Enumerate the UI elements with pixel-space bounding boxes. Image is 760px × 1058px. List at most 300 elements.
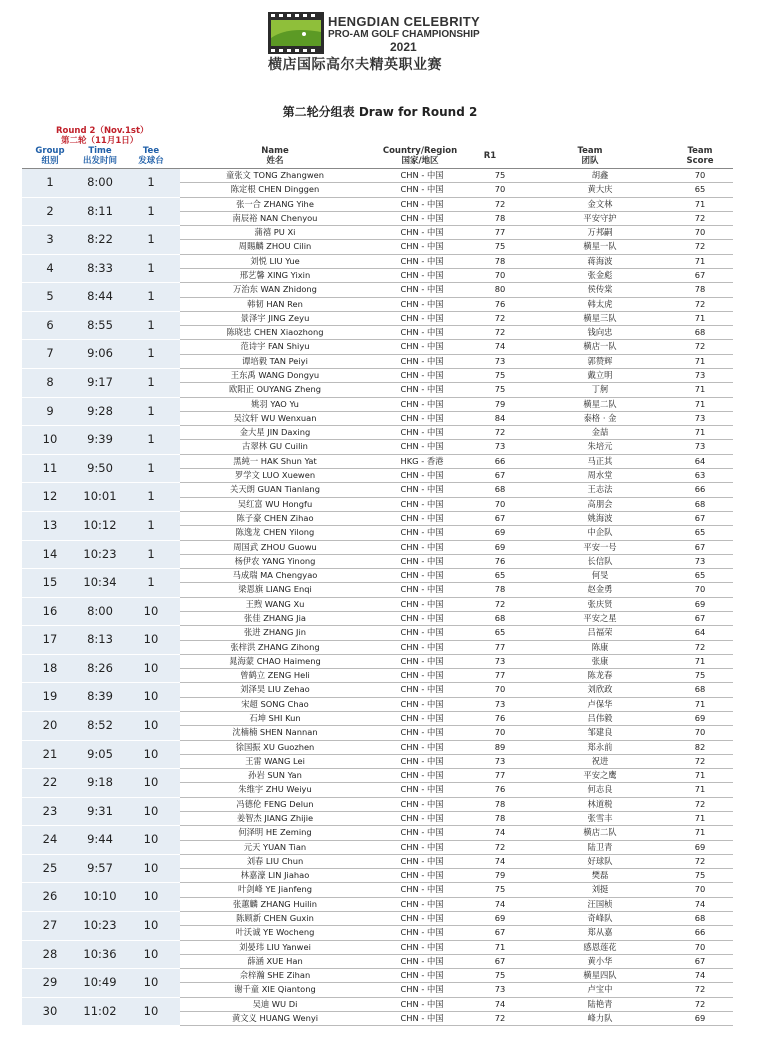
player-team: 平安之鹰 [583,770,617,781]
group-row [22,198,733,227]
group-row [22,598,733,627]
player-r1-score: 67 [494,470,506,481]
player-row [180,969,733,983]
player-name: 张一合 ZHANG Yihe [236,198,314,209]
group-number: 6 [46,317,54,332]
group-number: 27 [42,918,58,933]
tee-number: 10 [143,1003,159,1018]
player-r1-score: 72 [494,427,506,438]
tee-number: 1 [147,517,155,532]
tee-time: 9:28 [87,403,113,418]
tee-number: 10 [143,746,159,761]
player-country: CHN - 中国 [400,641,444,652]
tee-number: 1 [147,346,155,361]
team-score: 64 [694,455,706,466]
player-r1-score: 78 [494,212,506,223]
player-team: 高朋会 [587,498,613,509]
player-row [180,255,733,269]
player-team: 张康 [591,655,609,666]
tee-number: 10 [143,660,159,675]
tee-time: 10:36 [83,946,117,961]
player-country: CHN - 中国 [400,241,444,252]
group-row [22,398,733,427]
player-name: 陈逸龙 CHEN Yilong [235,527,315,538]
player-name: 黑純一 HAK Shun Yat [233,455,317,466]
player-name: 姜智杰 JIANG Zhijie [236,813,314,823]
team-score: 73 [694,370,706,381]
player-country: CHN - 中国 [400,898,444,909]
player-country: CHN - 中国 [400,370,444,381]
tee-number: 10 [143,689,159,704]
player-r1-score: 73 [494,698,506,709]
player-row [180,741,733,755]
group-info-cell [22,398,180,427]
tee-number: 10 [143,946,159,961]
player-team: 万邦嗣 [587,227,613,238]
player-r1-score: 73 [494,984,506,995]
team-score: 67 [694,512,706,523]
group-number: 16 [42,603,58,618]
group-row [22,855,733,884]
team-score: 73 [694,441,706,452]
tee-time: 9:06 [87,346,113,361]
player-team: 陆卫青 [587,841,613,852]
player-row [180,455,733,469]
tee-number: 1 [147,203,155,218]
group-row [22,541,733,570]
tee-time: 9:39 [87,432,113,447]
group-info-cell [22,312,180,341]
group-info-cell [22,998,180,1027]
player-name: 林嘉濠 LIN Jiahao [240,870,310,881]
team-score: 72 [694,798,706,809]
player-row [180,612,733,626]
team-score: 73 [694,555,706,566]
player-team: 刘挺 [591,884,609,895]
player-row [180,283,733,297]
player-r1-score: 72 [494,312,506,323]
player-name: 景泽宇 JING Zeyu [240,312,310,323]
player-r1-score: 76 [494,298,506,309]
player-country: CHN - 中国 [400,741,444,752]
group-info-cell [22,226,180,255]
team-score: 70 [694,941,706,952]
group-info-cell [22,769,180,798]
player-row [180,526,733,540]
player-name: 罗学文 LUO Xuewen [234,470,316,481]
player-team: 郭赞辉 [587,355,613,366]
player-row [180,1012,733,1026]
player-row [180,598,733,612]
player-r1-score: 78 [494,255,506,266]
player-r1-score: 75 [494,884,506,895]
player-r1-score: 75 [494,384,506,395]
player-name: 薛涵 XUE Han [247,955,303,966]
team-score: 65 [694,527,706,538]
player-name: 石坤 SHI Kun [249,712,301,723]
team-score: 72 [694,341,706,352]
group-info-cell [22,369,180,398]
player-country: HKG - 香港 [400,455,444,466]
player-row [180,226,733,240]
header-country: Country/Region 国家/地区 [382,146,458,166]
team-score: 71 [694,698,706,709]
tee-time: 10:34 [83,575,117,590]
player-row [180,869,733,883]
player-row [180,240,733,254]
player-team: 郑从嘉 [587,927,613,938]
player-name: 张进 ZHANG Jin [243,627,307,638]
tee-number: 1 [147,260,155,275]
player-name: 马成瑞 MA Chengyao [232,570,318,581]
group-row [22,340,733,369]
player-row [180,998,733,1012]
group-info-cell [22,969,180,998]
team-score: 71 [694,312,706,323]
player-country: CHN - 中国 [400,255,444,266]
player-name: 万治东 WAN Zhidong [233,284,317,295]
player-country: CHN - 中国 [400,684,444,695]
player-r1-score: 67 [494,927,506,938]
player-name: 谢千童 XIE Qiantong [234,984,316,995]
group-info-cell [22,340,180,369]
player-team: 横星三队 [583,312,617,323]
player-name: 姚羽 YAO Yu [251,398,299,409]
player-row [180,198,733,212]
group-row [22,712,733,741]
player-name: 古翠林 GU Cuilin [242,441,308,452]
player-team: 泰格 · 金 [583,412,617,423]
team-score: 65 [694,184,706,195]
team-score: 68 [694,498,706,509]
round-label-cn: 第二轮（11月1日） [61,136,139,146]
team-score: 71 [694,770,706,781]
group-number: 28 [42,946,58,961]
group-info-cell [22,169,180,198]
page-title: 第二轮分组表 Draw for Round 2 [282,105,478,119]
player-r1-score: 79 [494,870,506,881]
logo-title-line2: PRO-AM GOLF CHAMPIONSHIP [328,29,480,40]
player-team: 蒋海波 [587,255,613,266]
player-country: CHN - 中国 [400,770,444,781]
player-team: 黄大庆 [587,184,613,195]
player-team: 横店一队 [583,341,617,352]
tee-number: 10 [143,975,159,990]
player-row [180,798,733,812]
player-row [180,440,733,454]
round-label-en: Round 2（Nov.1st） [56,126,149,136]
player-country: CHN - 中国 [400,212,444,223]
group-row [22,255,733,284]
group-number: 8 [46,375,54,390]
header-group: Group 组别 [35,146,65,166]
player-country: CHN - 中国 [400,984,444,995]
player-country: CHN - 中国 [400,970,444,981]
player-row [180,383,733,397]
group-row [22,969,733,998]
player-country: CHN - 中国 [400,998,444,1009]
player-row [180,941,733,955]
player-r1-score: 74 [494,827,506,838]
player-country: CHN - 中国 [400,198,444,209]
tee-time: 9:50 [87,460,113,475]
group-number: 13 [42,517,58,532]
player-row [180,426,733,440]
team-score: 71 [694,255,706,266]
team-score: 67 [694,955,706,966]
team-score: 67 [694,541,706,552]
tee-time: 8:44 [87,289,113,304]
player-row [180,326,733,340]
player-name: 元天 YUAN Tian [243,841,307,852]
player-r1-score: 75 [494,241,506,252]
group-number: 30 [42,1003,58,1018]
group-number: 10 [42,432,58,447]
player-country: CHN - 中国 [400,498,444,509]
player-name: 王煦 WANG Xu [245,598,305,609]
team-score: 69 [694,712,706,723]
group-info-cell [22,655,180,684]
player-country: CHN - 中国 [400,955,444,966]
player-row [180,569,733,583]
group-row [22,798,733,827]
player-row [180,398,733,412]
player-name: 冯德伦 FENG Delun [236,798,314,809]
group-row [22,169,733,198]
player-team: 邹建良 [587,727,613,738]
player-r1-score: 79 [494,398,506,409]
team-score: 75 [694,870,706,881]
player-row [180,769,733,783]
player-team: 周水堂 [587,470,613,481]
group-row [22,283,733,312]
golf-film-logo-icon [268,12,324,54]
player-row [180,312,733,326]
group-row [22,369,733,398]
player-name: 张蕙麟 ZHANG Huilin [232,898,318,909]
player-team: 横星一队 [583,241,617,252]
group-number: 4 [46,260,54,275]
player-row [180,883,733,897]
player-country: CHN - 中国 [400,855,444,866]
player-r1-score: 75 [494,170,506,180]
player-team: 汪国桢 [587,898,613,909]
player-country: CHN - 中国 [400,612,444,623]
player-name: 童张文 TONG Zhangwen [225,170,325,180]
player-country: CHN - 中国 [400,884,444,895]
team-score: 68 [694,327,706,338]
player-row [180,726,733,740]
player-country: CHN - 中国 [400,813,444,823]
group-number: 21 [42,746,58,761]
player-name: 刘泽昊 LIU Zehao [240,684,310,695]
team-score: 70 [694,727,706,738]
player-r1-score: 73 [494,441,506,452]
player-name: 梁恩旗 LIANG Enqi [238,584,312,595]
tee-time: 8:33 [87,260,113,275]
player-country: CHN - 中国 [400,670,444,681]
group-number: 5 [46,289,54,304]
player-r1-score: 76 [494,712,506,723]
player-row [180,483,733,497]
player-name: 陈子豪 CHEN Zihao [236,512,314,523]
team-score: 66 [694,484,706,495]
group-row [22,512,733,541]
group-number: 14 [42,546,58,561]
player-team: 樊磊 [591,870,609,881]
player-r1-score: 70 [494,270,506,281]
player-team: 戴立明 [587,370,613,381]
logo-chinese-title: 横店国际高尔夫精英职业赛 [268,57,442,73]
player-row [180,812,733,826]
player-name: 王雷 WANG Lei [245,755,305,766]
player-name: 周賜麟 ZHOU Cilin [238,241,312,252]
group-row [22,226,733,255]
player-team: 丁舸 [591,384,609,395]
player-team: 奇峰队 [587,913,613,924]
player-r1-score: 75 [494,370,506,381]
player-team: 张雪丰 [587,813,613,823]
player-country: CHN - 中国 [400,627,444,638]
tee-number: 10 [143,918,159,933]
player-team: 长信队 [587,555,613,566]
player-team: 何志良 [587,784,613,795]
player-team: 卢宝中 [587,984,613,995]
player-team: 好球队 [587,855,613,866]
player-r1-score: 74 [494,998,506,1009]
player-name: 周国武 ZHOU Guowu [233,541,317,552]
player-row [180,269,733,283]
tee-number: 10 [143,803,159,818]
tee-number: 1 [147,317,155,332]
player-team: 吕福荣 [587,627,613,638]
team-score: 66 [694,927,706,938]
team-score: 72 [694,641,706,652]
player-r1-score: 70 [494,727,506,738]
player-country: CHN - 中国 [400,941,444,952]
group-number: 2 [46,203,54,218]
player-country: CHN - 中国 [400,555,444,566]
team-score: 71 [694,355,706,366]
player-country: CHN - 中国 [400,527,444,538]
player-name: 晁海蒙 CHAO Haimeng [229,655,321,666]
player-name: 黄文义 HUANG Wenyi [231,1013,319,1024]
player-row [180,412,733,426]
player-country: CHN - 中国 [400,1013,444,1024]
player-row [180,783,733,797]
group-number: 18 [42,660,58,675]
player-country: CHN - 中国 [400,341,444,352]
player-country: CHN - 中国 [400,541,444,552]
player-name: 邢艺馨 XING Yixin [239,270,311,281]
player-row [180,498,733,512]
player-row [180,755,733,769]
player-country: CHN - 中国 [400,927,444,938]
player-r1-score: 65 [494,627,506,638]
group-number: 15 [42,575,58,590]
tee-number: 10 [143,832,159,847]
player-country: CHN - 中国 [400,755,444,766]
player-r1-score: 72 [494,1013,506,1024]
group-info-cell [22,712,180,741]
group-info-cell [22,598,180,627]
team-score: 75 [694,670,706,681]
player-row [180,926,733,940]
team-score: 72 [694,984,706,995]
player-team: 平安守护 [583,212,617,223]
player-name: 佘梓瀚 SHE Zihan [239,970,311,981]
group-number: 3 [46,232,54,247]
player-team: 吕伟毅 [587,712,613,723]
player-team: 中企队 [587,527,613,538]
header-team: Team 团队 [577,146,603,166]
player-r1-score: 76 [494,555,506,566]
player-country: CHN - 中国 [400,355,444,366]
player-name: 陈定根 CHEN Dinggen [230,184,320,195]
event-logo [268,12,498,72]
player-row [180,669,733,683]
team-score: 71 [694,198,706,209]
group-row [22,312,733,341]
player-r1-score: 72 [494,198,506,209]
group-number: 19 [42,689,58,704]
player-row [180,512,733,526]
player-country: CHN - 中国 [400,570,444,581]
player-r1-score: 70 [494,684,506,695]
team-score: 68 [694,913,706,924]
player-row [180,683,733,697]
player-row [180,826,733,840]
group-info-cell [22,626,180,655]
team-score: 72 [694,755,706,766]
player-r1-score: 77 [494,770,506,781]
player-team: 金喆 [591,427,609,438]
player-country: CHN - 中国 [400,227,444,238]
player-team: 马正其 [587,455,613,466]
tee-number: 10 [143,603,159,618]
player-country: CHN - 中国 [400,712,444,723]
player-r1-score: 74 [494,898,506,909]
team-score: 65 [694,570,706,581]
player-name: 谭培毅 TAN Peiyi [242,355,308,366]
header-tee: Tee 发球台 [138,146,164,166]
player-r1-score: 84 [494,412,506,423]
player-r1-score: 69 [494,541,506,552]
player-r1-score: 70 [494,184,506,195]
player-name: 何泽明 HE Zeming [238,827,312,838]
team-score: 69 [694,1013,706,1024]
group-info-cell [22,798,180,827]
player-country: CHN - 中国 [400,412,444,423]
player-name: 叶剑峰 YE Jianfeng [237,884,313,895]
team-score: 72 [694,998,706,1009]
group-row [22,655,733,684]
team-score: 67 [694,270,706,281]
group-number: 17 [42,632,58,647]
player-country: CHN - 中国 [400,270,444,281]
player-r1-score: 74 [494,341,506,352]
group-row [22,941,733,970]
player-r1-score: 69 [494,527,506,538]
player-team: 金文林 [587,198,613,209]
player-name: 沈楠楠 SHEN Nannan [232,727,318,738]
player-team: 郑永前 [587,741,613,752]
tee-number: 10 [143,775,159,790]
player-team: 刘欣政 [587,684,613,695]
player-name: 陈顾新 CHEN Guxin [236,913,314,924]
team-score: 68 [694,684,706,695]
tee-time: 8:22 [87,232,113,247]
